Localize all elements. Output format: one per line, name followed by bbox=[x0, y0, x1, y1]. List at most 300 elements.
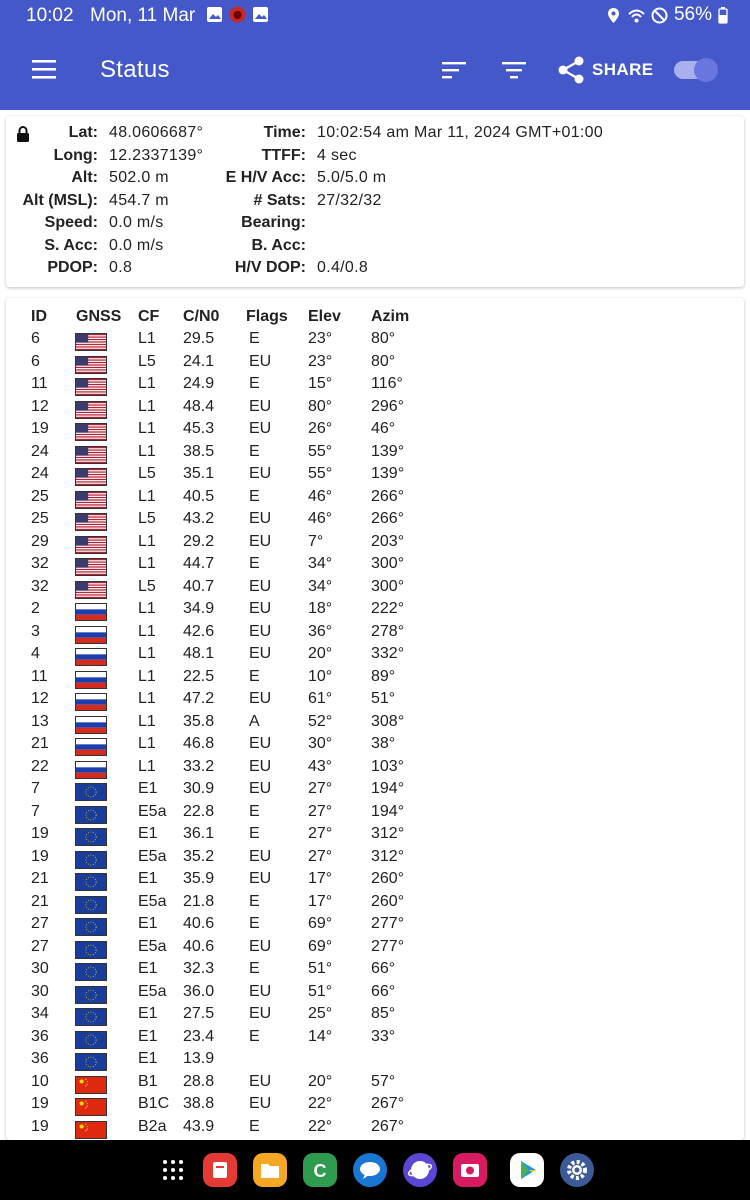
eu-flag-icon bbox=[75, 1008, 107, 1026]
play-store-icon[interactable] bbox=[510, 1153, 544, 1187]
table-row[interactable] bbox=[6, 915, 744, 938]
alt-msl-label: Alt (MSL): bbox=[22, 192, 98, 209]
pdop-label: PDOP: bbox=[47, 259, 98, 276]
share-button[interactable] bbox=[556, 54, 654, 86]
cell-cn0: 27.5 bbox=[183, 1005, 215, 1022]
table-row[interactable] bbox=[6, 1095, 744, 1118]
table-row[interactable] bbox=[6, 893, 744, 916]
cell-azim: 222° bbox=[371, 600, 405, 617]
cell-cf: L1 bbox=[138, 487, 156, 505]
cell-cf: L1 bbox=[138, 375, 156, 392]
cell-elev: 17° bbox=[308, 892, 333, 910]
cell-flags: EU bbox=[249, 780, 272, 797]
cell-cf: E1 bbox=[138, 825, 158, 842]
cell-elev: 25° bbox=[308, 1005, 333, 1022]
cell-cf: L1 bbox=[138, 735, 156, 752]
eu-flag-icon bbox=[75, 963, 107, 981]
cell-cn0: 44.7 bbox=[183, 555, 215, 572]
share-label: SHARE bbox=[592, 60, 654, 79]
files-app-icon[interactable] bbox=[253, 1153, 287, 1187]
us-flag-icon bbox=[75, 536, 107, 554]
long-value: 12.2337139° bbox=[109, 147, 204, 164]
cell-cf: E5a bbox=[138, 802, 167, 820]
clock: 10:02 bbox=[26, 5, 74, 26]
cell-id: 21 bbox=[31, 735, 49, 752]
cell-azim: 89° bbox=[371, 667, 396, 685]
cell-elev: 27° bbox=[308, 780, 333, 797]
table-row[interactable] bbox=[6, 1050, 744, 1073]
cell-cn0: 48.1 bbox=[183, 645, 215, 662]
cell-id: 19 bbox=[31, 825, 49, 842]
cell-elev: 55° bbox=[308, 465, 333, 482]
cell-cf: E5a bbox=[138, 847, 167, 865]
cell-flags: A bbox=[249, 712, 260, 730]
cell-flags: EU bbox=[249, 577, 272, 595]
sats-label: # Sats: bbox=[253, 192, 306, 209]
cell-azim: 308° bbox=[371, 712, 405, 730]
lat-value: 48.0606687° bbox=[109, 124, 204, 141]
sats-value: 27/32/32 bbox=[317, 192, 382, 209]
cell-azim: 332° bbox=[371, 645, 405, 662]
table-row[interactable] bbox=[6, 780, 744, 803]
navigation-bar bbox=[0, 1140, 750, 1200]
cell-cf: B2a bbox=[138, 1117, 167, 1135]
time-label: Time: bbox=[263, 124, 306, 141]
cell-id: 10 bbox=[31, 1072, 49, 1090]
camera-app-icon[interactable] bbox=[453, 1153, 487, 1187]
ru-flag-icon bbox=[75, 716, 107, 734]
us-flag-icon bbox=[75, 401, 107, 419]
cell-cn0: 35.9 bbox=[183, 870, 215, 887]
messages-app-icon[interactable] bbox=[353, 1153, 387, 1187]
cell-id: 36 bbox=[31, 1027, 49, 1045]
cell-azim: 139° bbox=[371, 442, 405, 460]
cell-elev: 17° bbox=[308, 870, 333, 887]
b-acc-label: B. Acc: bbox=[251, 237, 306, 254]
table-row[interactable] bbox=[6, 420, 744, 443]
cell-cf: L1 bbox=[138, 420, 156, 437]
cell-cf: E5a bbox=[138, 982, 167, 1000]
cell-cn0: 45.3 bbox=[183, 420, 215, 437]
cell-id: 13 bbox=[31, 712, 49, 730]
row-alt-msl bbox=[6, 190, 744, 212]
long-label: Long: bbox=[53, 147, 98, 164]
cell-cf: E5a bbox=[138, 892, 167, 910]
cell-id: 32 bbox=[31, 577, 49, 595]
cell-id: 3 bbox=[31, 622, 40, 640]
cell-id: 11 bbox=[31, 667, 48, 685]
cell-flags: EU bbox=[249, 1095, 272, 1112]
table-row[interactable] bbox=[6, 983, 744, 1006]
filter-icon[interactable] bbox=[500, 58, 528, 82]
cell-azim: 296° bbox=[371, 397, 405, 415]
cell-elev: 10° bbox=[308, 667, 333, 685]
cell-cn0: 40.6 bbox=[183, 937, 215, 955]
cell-flags: EU bbox=[249, 690, 272, 707]
cell-elev: 20° bbox=[308, 645, 333, 662]
cell-cf: L1 bbox=[138, 622, 156, 640]
ru-flag-icon bbox=[75, 738, 107, 756]
cell-id: 11 bbox=[31, 375, 48, 392]
cell-id: 12 bbox=[31, 397, 49, 415]
cell-flags: E bbox=[249, 442, 260, 460]
cell-flags: EU bbox=[249, 465, 272, 482]
cell-id: 30 bbox=[31, 960, 49, 977]
cell-id: 21 bbox=[31, 870, 49, 887]
eu-flag-icon bbox=[75, 851, 107, 869]
cell-id: 2 bbox=[31, 600, 40, 617]
cell-cn0: 22.8 bbox=[183, 802, 215, 820]
cell-cf: L1 bbox=[138, 690, 156, 707]
cell-elev: 18° bbox=[308, 600, 333, 617]
cell-azim: 80° bbox=[371, 352, 396, 370]
table-row[interactable] bbox=[6, 330, 744, 353]
cell-cf: B1C bbox=[138, 1095, 170, 1112]
header-elev: Elev bbox=[308, 308, 341, 325]
cell-cn0: 28.8 bbox=[183, 1072, 215, 1090]
cell-azim: 33° bbox=[371, 1027, 396, 1045]
cell-id: 19 bbox=[31, 1117, 49, 1135]
cell-id: 25 bbox=[31, 510, 49, 527]
cell-azim: 278° bbox=[371, 622, 405, 640]
table-row[interactable] bbox=[6, 870, 744, 893]
cell-elev: 80° bbox=[308, 397, 333, 415]
cell-cn0: 40.6 bbox=[183, 915, 215, 932]
location-icon bbox=[605, 7, 622, 24]
cell-cn0: 36.0 bbox=[183, 982, 215, 1000]
cell-elev: 14° bbox=[308, 1027, 333, 1045]
hamburger-menu-icon[interactable] bbox=[30, 57, 58, 81]
cell-id: 27 bbox=[31, 915, 49, 932]
cell-elev: 20° bbox=[308, 1072, 333, 1090]
cell-id: 24 bbox=[31, 465, 49, 482]
row-pdop bbox=[6, 257, 744, 279]
phone-app-icon[interactable] bbox=[303, 1153, 337, 1187]
table-row[interactable] bbox=[6, 578, 744, 601]
cell-cn0: 40.5 bbox=[183, 487, 215, 505]
table-row[interactable] bbox=[6, 825, 744, 848]
cell-azim: 66° bbox=[371, 982, 396, 1000]
cell-flags: E bbox=[249, 960, 260, 977]
row-long bbox=[6, 145, 744, 167]
speed-label: Speed: bbox=[44, 214, 98, 231]
hv-dop-label: H/V DOP: bbox=[234, 259, 306, 276]
cell-cf: L5 bbox=[138, 352, 156, 370]
cell-id: 19 bbox=[31, 1095, 49, 1112]
bearing-label: Bearing: bbox=[241, 214, 306, 231]
cell-cf: L1 bbox=[138, 532, 156, 550]
cell-azim: 267° bbox=[371, 1117, 405, 1135]
table-row[interactable] bbox=[6, 600, 744, 623]
ehv-acc-label: E H/V Acc: bbox=[225, 169, 306, 186]
table-row[interactable] bbox=[6, 353, 744, 376]
cell-flags: EU bbox=[249, 622, 272, 640]
cell-elev: 69° bbox=[308, 915, 333, 932]
cell-azim: 103° bbox=[371, 757, 405, 775]
ru-flag-icon bbox=[75, 671, 107, 689]
ehv-acc-value: 5.0/5.0 m bbox=[317, 169, 387, 186]
ru-flag-icon bbox=[75, 626, 107, 644]
eu-flag-icon bbox=[75, 1053, 107, 1071]
cell-cn0: 13.9 bbox=[183, 1050, 215, 1067]
row-lat bbox=[6, 122, 744, 144]
cell-flags: EU bbox=[249, 532, 272, 550]
cell-id: 30 bbox=[31, 982, 49, 1000]
notes-app-icon[interactable] bbox=[203, 1153, 237, 1187]
cell-cn0: 32.3 bbox=[183, 960, 215, 977]
table-row[interactable] bbox=[6, 555, 744, 578]
table-row[interactable] bbox=[6, 668, 744, 691]
cell-cn0: 35.8 bbox=[183, 712, 215, 730]
cell-flags: EU bbox=[249, 757, 272, 775]
cell-elev: 51° bbox=[308, 982, 333, 1000]
cell-cf: L5 bbox=[138, 510, 156, 527]
page-title: Status bbox=[100, 56, 170, 83]
cell-azim: 51° bbox=[371, 690, 396, 707]
eu-flag-icon bbox=[75, 896, 107, 914]
table-row[interactable] bbox=[6, 443, 744, 466]
cell-azim: 300° bbox=[371, 555, 405, 572]
table-row[interactable] bbox=[6, 758, 744, 781]
cell-cn0: 35.1 bbox=[183, 465, 215, 482]
ru-flag-icon bbox=[75, 693, 107, 711]
table-row[interactable] bbox=[6, 510, 744, 533]
cell-flags: E bbox=[249, 915, 260, 932]
cell-cf: E1 bbox=[138, 780, 158, 797]
cell-elev: 46° bbox=[308, 510, 333, 527]
s-acc-label: S. Acc: bbox=[44, 237, 98, 254]
cell-cf: E5a bbox=[138, 937, 167, 955]
table-row[interactable] bbox=[6, 1005, 744, 1028]
cell-elev: 30° bbox=[308, 735, 333, 752]
us-flag-icon bbox=[75, 513, 107, 531]
cell-id: 6 bbox=[31, 330, 40, 347]
cell-cf: E1 bbox=[138, 1027, 158, 1045]
cell-id: 7 bbox=[31, 802, 40, 820]
table-row[interactable] bbox=[6, 398, 744, 421]
cell-flags: EU bbox=[249, 870, 272, 887]
header-cn0: C/N0 bbox=[183, 308, 220, 325]
satellite-table[interactable] bbox=[6, 298, 744, 1140]
eu-flag-icon bbox=[75, 986, 107, 1004]
table-row[interactable] bbox=[6, 803, 744, 826]
cell-cf: E1 bbox=[138, 915, 158, 932]
ru-flag-icon bbox=[75, 648, 107, 666]
cell-elev: 27° bbox=[308, 825, 333, 842]
table-row[interactable] bbox=[6, 938, 744, 961]
table-row[interactable] bbox=[6, 488, 744, 511]
cell-flags: EU bbox=[249, 420, 272, 437]
eu-flag-icon bbox=[75, 918, 107, 936]
alt-label: Alt: bbox=[71, 169, 98, 186]
cell-elev: 22° bbox=[308, 1117, 333, 1135]
time-value: 10:02:54 am Mar 11, 2024 GMT+01:00 bbox=[317, 124, 604, 141]
cell-cn0: 43.9 bbox=[183, 1117, 215, 1135]
alt-value: 502.0 m bbox=[109, 169, 169, 186]
cell-flags: E bbox=[249, 892, 260, 910]
cell-id: 7 bbox=[31, 780, 40, 797]
gallery-notification-icon-2 bbox=[252, 6, 269, 23]
cell-cn0: 23.4 bbox=[183, 1027, 215, 1045]
alt-msl-value: 454.7 m bbox=[109, 192, 169, 209]
cell-cn0: 34.9 bbox=[183, 600, 215, 617]
cell-azim: 116° bbox=[371, 375, 403, 392]
logging-toggle[interactable] bbox=[674, 58, 718, 82]
row-alt bbox=[6, 167, 744, 189]
cell-id: 19 bbox=[31, 420, 49, 437]
header-gnss: GNSS bbox=[76, 308, 122, 325]
cell-elev: 36° bbox=[308, 622, 333, 640]
cn-flag-icon bbox=[75, 1121, 107, 1139]
table-row[interactable] bbox=[6, 623, 744, 646]
cell-flags: EU bbox=[249, 1005, 272, 1022]
cell-flags: EU bbox=[249, 600, 272, 617]
ttff-value: 4 sec bbox=[317, 147, 357, 164]
battery-icon bbox=[718, 7, 728, 24]
system-status-bar bbox=[0, 0, 750, 30]
cell-cf: E1 bbox=[138, 870, 158, 887]
cell-flags: E bbox=[249, 1027, 260, 1045]
cell-azim: 194° bbox=[371, 780, 405, 797]
row-s-acc bbox=[6, 235, 744, 257]
cell-azim: 38° bbox=[371, 735, 396, 752]
cell-flags: EU bbox=[249, 397, 272, 415]
cell-azim: 266° bbox=[371, 487, 405, 505]
do-not-disturb-icon bbox=[651, 7, 668, 24]
cell-flags: E bbox=[249, 667, 260, 685]
cell-elev: 34° bbox=[308, 555, 333, 572]
battery-percent: 56% bbox=[673, 4, 712, 25]
cell-id: 32 bbox=[31, 555, 49, 572]
cell-azim: 66° bbox=[371, 960, 396, 977]
cell-cn0: 33.2 bbox=[183, 757, 215, 775]
hv-dop-value: 0.4/0.8 bbox=[317, 259, 369, 276]
date: Mon, 11 Mar bbox=[90, 5, 196, 26]
cn-flag-icon bbox=[75, 1076, 107, 1094]
cell-flags: EU bbox=[249, 982, 272, 1000]
cell-cn0: 47.2 bbox=[183, 690, 215, 707]
cell-id: 27 bbox=[31, 937, 49, 955]
cell-cf: L1 bbox=[138, 757, 156, 775]
cell-elev: 23° bbox=[308, 352, 333, 370]
cell-flags: E bbox=[249, 825, 260, 842]
cell-flags: EU bbox=[249, 510, 272, 527]
cell-cf: E1 bbox=[138, 1005, 158, 1022]
cell-azim: 267° bbox=[371, 1095, 405, 1112]
cell-elev: 52° bbox=[308, 712, 333, 730]
cell-elev: 7° bbox=[308, 532, 324, 550]
table-row[interactable] bbox=[6, 1073, 744, 1096]
cell-cn0: 36.1 bbox=[183, 825, 215, 842]
settings-app-icon[interactable] bbox=[560, 1153, 594, 1187]
cell-elev: 55° bbox=[308, 442, 333, 460]
table-row[interactable] bbox=[6, 1028, 744, 1051]
cell-cn0: 24.9 bbox=[183, 375, 215, 392]
cell-elev: 61° bbox=[308, 690, 333, 707]
gallery-notification-icon bbox=[206, 6, 223, 23]
table-row[interactable] bbox=[6, 645, 744, 668]
cell-azim: 266° bbox=[371, 510, 405, 527]
cell-id: 24 bbox=[31, 442, 49, 460]
table-row[interactable] bbox=[6, 375, 744, 398]
table-row[interactable] bbox=[6, 533, 744, 556]
cell-flags: E bbox=[249, 375, 260, 392]
cell-id: 25 bbox=[31, 487, 49, 505]
cell-cf: L1 bbox=[138, 330, 156, 347]
table-row[interactable] bbox=[6, 848, 744, 871]
cell-azim: 277° bbox=[371, 915, 405, 932]
cell-id: 6 bbox=[31, 352, 40, 370]
table-row[interactable] bbox=[6, 713, 744, 736]
table-row[interactable] bbox=[6, 960, 744, 983]
header-cf: CF bbox=[138, 308, 160, 325]
cell-cn0: 30.9 bbox=[183, 780, 215, 797]
table-row[interactable] bbox=[6, 690, 744, 713]
cell-cn0: 42.6 bbox=[183, 622, 215, 640]
cell-azim: 139° bbox=[371, 465, 405, 482]
cell-elev: 34° bbox=[308, 577, 333, 595]
sort-icon[interactable] bbox=[440, 58, 468, 82]
wifi-icon bbox=[628, 7, 645, 24]
cell-azim: 57° bbox=[371, 1072, 396, 1090]
cell-flags: E bbox=[249, 802, 260, 820]
us-flag-icon bbox=[75, 378, 107, 396]
cell-cf: L1 bbox=[138, 600, 156, 617]
table-row[interactable] bbox=[6, 1118, 744, 1141]
cell-cn0: 40.7 bbox=[183, 577, 215, 595]
cell-cn0: 46.8 bbox=[183, 735, 215, 752]
cell-cn0: 43.2 bbox=[183, 510, 215, 527]
app-drawer-icon[interactable] bbox=[162, 1159, 184, 1181]
svg-text:C: C bbox=[313, 1161, 327, 1181]
cell-cn0: 29.2 bbox=[183, 532, 215, 550]
cell-elev: 23° bbox=[308, 330, 333, 347]
table-row[interactable] bbox=[6, 735, 744, 758]
app-bar bbox=[0, 30, 750, 110]
cell-id: 21 bbox=[31, 892, 49, 910]
cell-azim: 312° bbox=[371, 847, 405, 865]
ttff-label: TTFF: bbox=[261, 147, 306, 164]
browser-app-icon[interactable] bbox=[403, 1153, 437, 1187]
cell-cn0: 22.5 bbox=[183, 667, 215, 685]
cell-cf: L5 bbox=[138, 465, 156, 482]
us-flag-icon bbox=[75, 581, 107, 599]
share-icon bbox=[556, 55, 586, 85]
cell-elev: 27° bbox=[308, 847, 333, 865]
header-flags: Flags bbox=[246, 308, 288, 325]
us-flag-icon bbox=[75, 446, 107, 464]
cell-cf: L1 bbox=[138, 645, 156, 662]
cell-elev: 43° bbox=[308, 757, 333, 775]
eu-flag-icon bbox=[75, 806, 107, 824]
toggle-thumb bbox=[694, 58, 718, 82]
cell-azim: 203° bbox=[371, 532, 405, 550]
header-azim: Azim bbox=[371, 308, 410, 325]
cell-elev: 46° bbox=[308, 487, 333, 505]
cell-flags: E bbox=[249, 555, 260, 572]
table-row[interactable] bbox=[6, 465, 744, 488]
eu-flag-icon bbox=[75, 1031, 107, 1049]
eu-flag-icon bbox=[75, 783, 107, 801]
cell-cf: L1 bbox=[138, 712, 156, 730]
cell-azim: 260° bbox=[371, 892, 405, 910]
cell-flags: E bbox=[249, 330, 260, 347]
cell-cn0: 24.1 bbox=[183, 352, 215, 370]
lat-label: Lat: bbox=[68, 124, 98, 141]
cell-azim: 194° bbox=[371, 802, 405, 820]
cell-azim: 85° bbox=[371, 1005, 396, 1022]
cell-id: 36 bbox=[31, 1050, 49, 1067]
